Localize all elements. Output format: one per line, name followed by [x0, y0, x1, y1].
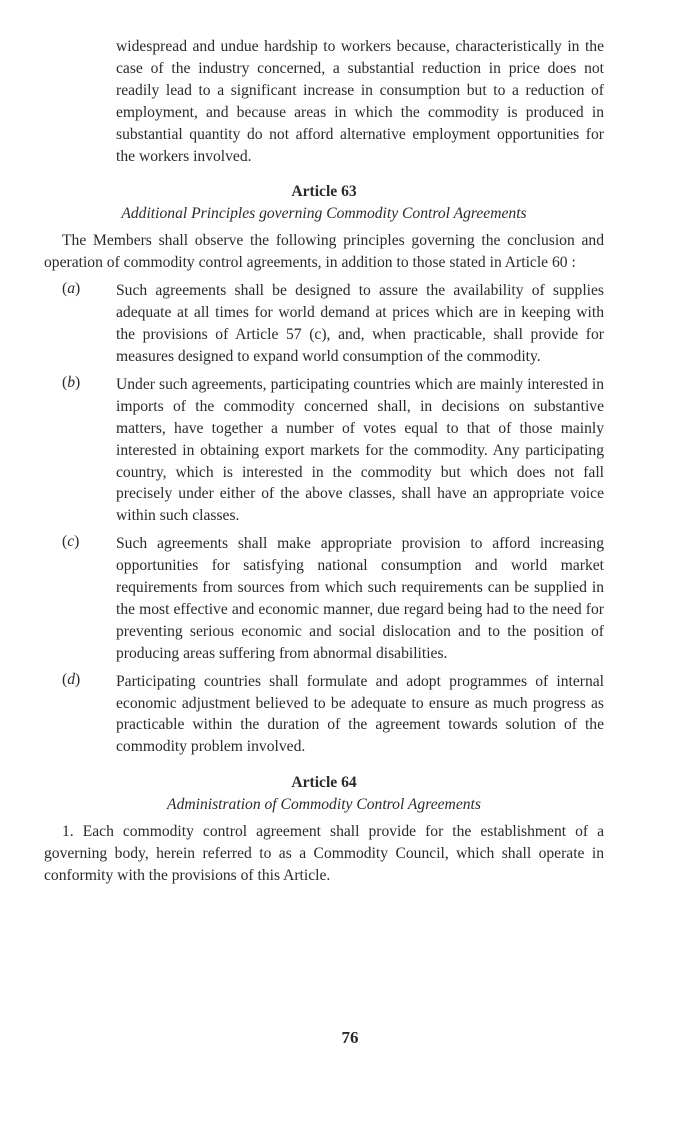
list-item-a [44, 280, 604, 368]
list-item-text: Such agreements shall be designed to assure the availability of supplies adequate at all times for world demand at prices which are in keeping with the provisions of Article 57 (c), and, when practicable, shall provide for measures designed to expand world consumption of the commodity. [116, 282, 604, 365]
list-item-text: Under such agreements, participating countries which are mainly interested in imports of the commodity concerned shall, in decisions on substantive matters, have together a number of votes equal to that of those mainly interested in obtaining export markets for the commodity. Any participating country, which is interested in the commodity but which does not fall precisely under either of the above classes, shall have an appropriate voice within such classes. [116, 375, 604, 525]
article-intro-paragraph: The Members shall observe the following principles governing the conclusion and operation of commodity control agreements, in addition to those stated in Article 60 : [44, 232, 604, 272]
article-subheading: Additional Principles governing Commodity Control Agreements [121, 205, 527, 223]
list-item-d [44, 671, 604, 759]
list-item-label: (b) [62, 373, 81, 391]
article-63 [44, 181, 604, 758]
list-item-label: (c) [62, 533, 80, 551]
document-page [44, 36, 604, 887]
list-item-label: (d) [62, 670, 81, 688]
list-item-c [44, 533, 604, 664]
list-item-text: Such agreements shall make appropriate provision to afford increasing opportunities for satisfying national consumption and world market requirements from sources from which such requirements can be supplied in the most effective and economic manner, due regard being had to the need for preventing serious economic and social dislocation and to the position of producing areas suffering from abnormal disabilities. [116, 535, 604, 662]
article-paragraph: 1. Each commodity control agreement shall provide for the establishment of a governing body, herein referred to as a Commodity Council, which shall operate in conformity with the provisions of this Article. [44, 823, 604, 885]
list-item-b [44, 374, 604, 527]
continued-paragraph: widespread and undue hardship to workers because, characteristically in the case of the industry concerned, a substantial reduction in price does not readily lead to a significant increase in consumption but to a reduction of employment, and because areas in which the commodity is produced in substantial quantity do not afford alternative employment opportunities for the workers involved. [116, 38, 604, 165]
article-heading: Article 63 [291, 183, 357, 201]
page-number: 76 [341, 1028, 359, 1047]
list-item-label: (a) [62, 280, 81, 298]
list-item-text: Participating countries shall formulate and adopt programmes of internal economic adjustment believed to be adequate to ensure as much progress as practicable within the duration of the agreement towards solution of the commodity problem involved. [116, 672, 604, 756]
article-heading: Article 64 [291, 774, 357, 792]
article-subheading: Administration of Commodity Control Agreements [167, 796, 481, 814]
article-64 [44, 772, 604, 887]
